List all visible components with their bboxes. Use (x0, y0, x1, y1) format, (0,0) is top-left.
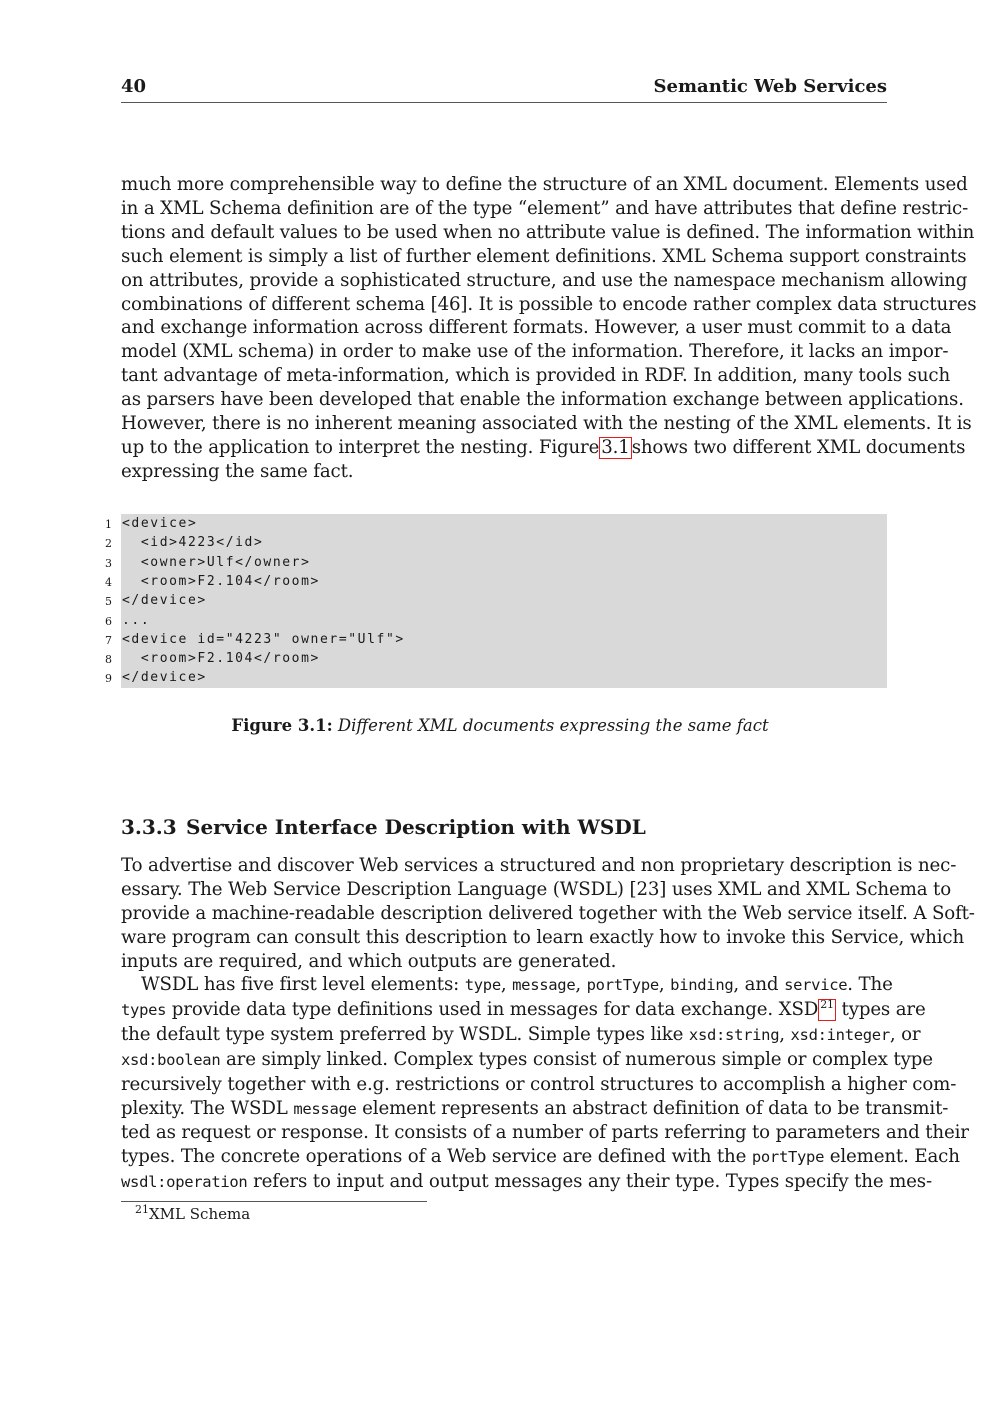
text-line: tions and default values to be used when no attribute value is defined. The information within (121, 221, 975, 243)
code-xsd-integer: xsd:integer (790, 1025, 890, 1044)
section-heading (121, 815, 646, 839)
text-segment: up to the application to interpret the nesting. Figure (121, 436, 600, 458)
text-segment: , (658, 974, 671, 995)
text-segment: types. The concrete operations of a Web service are defined with the (121, 1146, 752, 1168)
text-line: provide a machine-readable description delivered together with the Web service itself. A Soft- (121, 902, 975, 924)
text-segment: shows two different XML documents (631, 436, 966, 458)
text-line (121, 1170, 932, 1195)
text-segment: provide data type definitions used in messages for data exchange. XSD (166, 998, 819, 1020)
code-line-number: 5 (105, 595, 112, 609)
code-line: <room>F2.104</room> (122, 573, 320, 589)
code-message: message (293, 1099, 357, 1118)
text-line: and exchange information across different formats. However, a user must commit to a data (121, 317, 952, 339)
section-title: Service Interface Description with WSDL (186, 815, 646, 839)
code-porttype: portType (751, 1148, 825, 1167)
text-line: inputs are required, and which outputs are generated. (121, 950, 617, 972)
code-message: message (512, 976, 576, 994)
code-line-number: 7 (105, 633, 112, 647)
text-line (121, 997, 926, 1023)
text-segment: WSDL has five first level elements: (141, 974, 465, 995)
footnote-text: XML Schema (149, 1205, 251, 1223)
code-line-number: 4 (105, 575, 112, 589)
intro-paragraph (121, 173, 977, 484)
code-line-number: 6 (105, 614, 112, 628)
text-line (121, 436, 966, 460)
code-xsd-boolean: xsd:boolean (121, 1050, 221, 1069)
text-line: model (XML schema) in order to make use of the information. Therefore, it lacks an impor- (121, 341, 949, 363)
figure-caption (0, 716, 1000, 735)
code-line: <id>4223</id> (122, 535, 264, 551)
text-line: recursively together with e.g. restrictions or control structures to accomplish a higher com- (121, 1073, 957, 1095)
code-line: <device id="4223" owner="Ulf"> (122, 631, 405, 647)
code-line-number: 3 (105, 556, 112, 570)
text-line (121, 1145, 960, 1170)
figure-reference-link[interactable]: 3.1 (601, 436, 630, 458)
text-segment: plexity. The WSDL (121, 1097, 294, 1119)
caption-text: Different XML documents expressing the same fact (337, 716, 769, 735)
code-porttype: portType (586, 976, 659, 994)
code-line: <device> (122, 516, 198, 531)
text-line: tant advantage of meta-information, which is provided in RDF. In addition, many tools such (121, 365, 951, 387)
code-line: ... (122, 612, 151, 628)
text-line (121, 1048, 933, 1073)
footnote-marker: 21 (820, 997, 834, 1011)
footnote-reference-link[interactable] (818, 999, 836, 1021)
text-segment: types are (835, 998, 926, 1020)
text-segment: , (779, 1023, 791, 1045)
text-segment: are simply linked. Complex types consist of numerous simple or complex type (220, 1048, 933, 1070)
text-line: expressing the same fact. (121, 460, 354, 482)
text-line: To advertise and discover Web services a structured and non proprietary description is nec- (121, 855, 957, 876)
code-xsd-string: xsd:string (688, 1025, 780, 1044)
text-line: much more comprehensible way to define the structure of an XML document. Elements used (121, 174, 968, 195)
code-line: </device> (122, 593, 207, 609)
text-segment: the default type system preferred by WSDL. Simple types like (121, 1023, 689, 1045)
text-segment: , or (889, 1023, 921, 1045)
text-line: on attributes, provide a sophisticated structure, and use the namespace mechanism allowing (121, 269, 968, 291)
code-line-number: 8 (105, 653, 112, 667)
code-line: </device> (122, 670, 207, 686)
wsdl-paragraph-2 (121, 973, 969, 1195)
caption-label: Figure 3.1: (231, 716, 333, 735)
text-segment: element. Each (824, 1146, 960, 1168)
code-binding: binding (670, 976, 734, 994)
code-wsdl-operation: wsdl:operation (121, 1173, 248, 1192)
wsdl-paragraph-1 (121, 854, 975, 974)
page-number: 40 (121, 76, 147, 97)
text-line: ted as request or response. It consists of a number of parts referring to parameters and their (121, 1122, 969, 1144)
text-segment: . The (847, 974, 893, 995)
text-line (121, 973, 893, 998)
code-line-number: 2 (105, 537, 112, 551)
footnote (135, 1205, 250, 1223)
code-line-number: 9 (105, 672, 112, 686)
text-segment: refers to input and output messages any their type. Types specify the mes- (247, 1171, 932, 1193)
code-line: <room>F2.104</room> (122, 651, 320, 667)
text-segment: element represents an abstract definition of data to be transmit- (356, 1097, 949, 1119)
text-line (121, 1097, 949, 1122)
code-line-number: 1 (105, 518, 112, 531)
running-title: Semantic Web Services (653, 76, 887, 97)
code-type: type (464, 976, 501, 994)
text-line: ware program can consult this description to learn exactly how to invoke this Service, which (121, 926, 965, 948)
text-segment: , (500, 974, 513, 995)
section-number: 3.3.3 (121, 815, 177, 839)
text-line: essary. The Web Service Description Language (WSDL) [23] uses XML and XML Schema to (121, 878, 951, 900)
text-line: combinations of different schema [46]. It is possible to encode rather complex data structures (121, 293, 977, 315)
code-service: service (784, 976, 848, 994)
text-line: as parsers have been developed that enable the information exchange between applications. (121, 389, 964, 411)
code-types: types (121, 1000, 167, 1019)
text-line: such element is simply a list of further element definitions. XML Schema support constraints (121, 245, 967, 267)
footnote-number: 21 (135, 1203, 149, 1216)
running-header (121, 76, 887, 103)
text-line: However, there is no inherent meaning associated with the nesting of the XML elements. It is (121, 413, 972, 435)
text-line: in a XML Schema definition are of the type “element” and have attributes that define restric- (121, 197, 969, 219)
text-line (121, 1023, 921, 1048)
text-segment: , (575, 974, 587, 995)
text-segment: , and (733, 974, 785, 995)
code-line: <owner>Ulf</owner> (122, 554, 311, 570)
footnote-rule (121, 1201, 427, 1202)
